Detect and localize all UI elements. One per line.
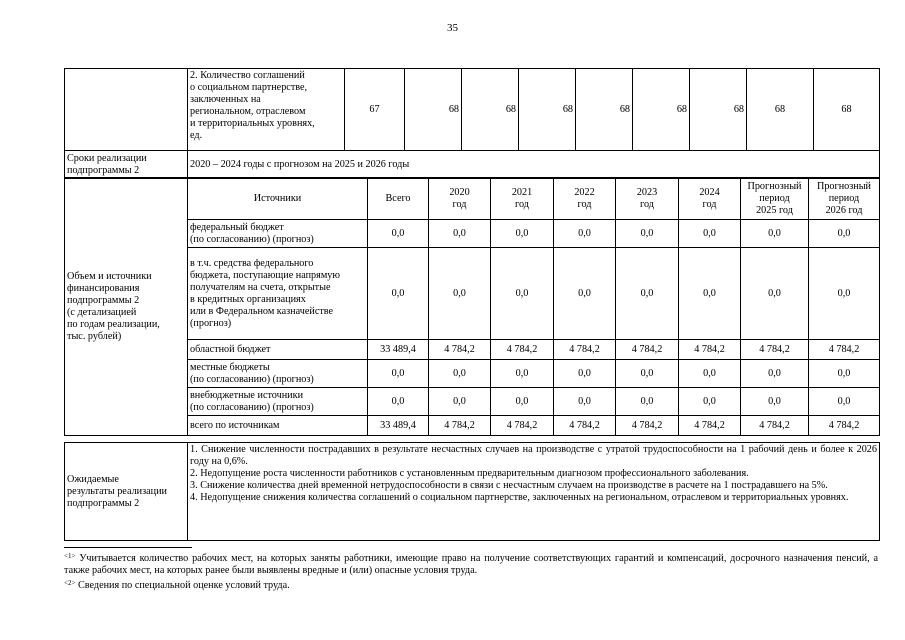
- funding-value: 0,0: [368, 248, 429, 340]
- funding-source: областной бюджет: [188, 340, 368, 360]
- footnote-separator: [64, 547, 192, 548]
- result-item: 3. Снижение количества дней временной нетрудоспособности в связи с несчастным случаем на производстве в расчете на 1 пострадавшего на 5%.: [190, 480, 828, 491]
- funding-value: 0,0: [809, 248, 880, 340]
- funding-value: 0,0: [616, 360, 679, 388]
- funding-row: [65, 388, 880, 416]
- funding-row: [65, 360, 880, 388]
- agreements-row: [65, 69, 880, 151]
- footnote-marker: <2>: [64, 579, 76, 587]
- agreements-indicator-label: 2. Количество соглашений о социальном партнерстве, заключенных на региональном, отраслевом и территориальных уровнях, ед.: [188, 69, 345, 151]
- funding-source: в т.ч. средства федерального бюджета, поступающие напрямую получателям на счета, открытые в кредитных организациях или в Федеральном казначействе (прогноз): [188, 248, 368, 340]
- footnote-marker: <1>: [64, 552, 76, 560]
- funding-row: [65, 220, 880, 248]
- funding-value: 4 784,2: [554, 340, 616, 360]
- funding-value: 0,0: [741, 360, 809, 388]
- funding-value: 0,0: [368, 360, 429, 388]
- funding-value: 0,0: [554, 388, 616, 416]
- funding-value: 0,0: [429, 360, 491, 388]
- funding-total-row: [65, 416, 880, 436]
- funding-label: Объем и источники финансирования подпрограммы 2 (с детализацией по годам реализации, тыс. рублей): [65, 178, 188, 436]
- agreements-value: 68: [747, 69, 814, 151]
- funding-header: 2024 год: [679, 178, 741, 220]
- funding-value: 0,0: [809, 388, 880, 416]
- funding-header: 2021 год: [491, 178, 554, 220]
- footnote-1: [64, 550, 878, 577]
- funding-header: Всего: [368, 178, 429, 220]
- funding-header: Источники: [188, 178, 368, 220]
- funding-value: 0,0: [616, 220, 679, 248]
- funding-value: 0,0: [679, 248, 741, 340]
- funding-value: 0,0: [429, 220, 491, 248]
- agreements-value: 68: [519, 69, 576, 151]
- funding-value: 4 784,2: [741, 416, 809, 436]
- funding-value: 0,0: [741, 248, 809, 340]
- page-number: 35: [447, 22, 458, 34]
- funding-value: 0,0: [679, 220, 741, 248]
- results-label: Ожидаемые результаты реализации подпрограммы 2: [65, 443, 188, 541]
- funding-value: 4 784,2: [809, 416, 880, 436]
- funding-value: 4 784,2: [616, 416, 679, 436]
- funding-value: 4 784,2: [429, 416, 491, 436]
- agreements-value: 68: [690, 69, 747, 151]
- funding-value: 0,0: [429, 388, 491, 416]
- funding-header-row: [65, 178, 880, 220]
- funding-value: 4 784,2: [741, 340, 809, 360]
- funding-source: федеральный бюджет (по согласованию) (прогноз): [188, 220, 368, 248]
- funding-header: 2020 год: [429, 178, 491, 220]
- funding-value: 33 489,4: [368, 340, 429, 360]
- funding-header: 2023 год: [616, 178, 679, 220]
- funding-value: 0,0: [429, 248, 491, 340]
- agreements-value: 67: [345, 69, 405, 151]
- funding-header: Прогнозный период 2025 год: [741, 178, 809, 220]
- funding-value: 0,0: [741, 220, 809, 248]
- funding-value: 0,0: [491, 248, 554, 340]
- funding-value: 4 784,2: [491, 340, 554, 360]
- funding-value: 0,0: [741, 388, 809, 416]
- funding-value: 0,0: [679, 388, 741, 416]
- funding-row: [65, 340, 880, 360]
- funding-value: 0,0: [554, 248, 616, 340]
- funding-value: 33 489,4: [368, 416, 429, 436]
- funding-value: 0,0: [809, 360, 880, 388]
- funding-value: 4 784,2: [429, 340, 491, 360]
- agreements-value: 68: [576, 69, 633, 151]
- agreements-value: 68: [462, 69, 519, 151]
- agreements-empty-cell: [65, 69, 188, 151]
- funding-value: 4 784,2: [491, 416, 554, 436]
- funding-source: внебюджетные источники (по согласованию) (прогноз): [188, 388, 368, 416]
- funding-source: всего по источникам: [188, 416, 368, 436]
- deadline-label: Сроки реализации подпрограммы 2: [65, 151, 188, 179]
- footnotes: [64, 550, 878, 592]
- funding-value: 4 784,2: [554, 416, 616, 436]
- footnote-text: Сведения по специальной оценке условий труда.: [77, 580, 290, 591]
- funding-value: 0,0: [554, 360, 616, 388]
- agreements-value: 68: [633, 69, 690, 151]
- funding-header: 2022 год: [554, 178, 616, 220]
- funding-value: 0,0: [616, 388, 679, 416]
- agreements-value: 68: [814, 69, 880, 151]
- deadline-value: 2020 – 2024 годы с прогнозом на 2025 и 2026 годы: [188, 151, 880, 179]
- results-table: [64, 442, 880, 541]
- results-row: [65, 443, 880, 541]
- funding-header: Прогнозный период 2026 год: [809, 178, 880, 220]
- result-item: 1. Снижение численности пострадавших в результате несчастных случаев на производстве с утратой трудоспособности на 1 рабочий день и более к 2026 году на 0,6%.: [190, 444, 877, 467]
- funding-source: местные бюджеты (по согласованию) (прогноз): [188, 360, 368, 388]
- funding-value: 4 784,2: [679, 416, 741, 436]
- footnote-text: Учитывается количество рабочих мест, на которых заняты работники, имеющие право на получение соответствующих гарантий и компенсаций, досрочного назначения пенсий, а также рабочих мест, на которых ранее были выявлены вредные и (или) опасные условия труда.: [64, 553, 878, 576]
- funding-value: 0,0: [491, 220, 554, 248]
- passport-table-top: [64, 68, 880, 179]
- funding-value: 0,0: [554, 220, 616, 248]
- funding-table: [64, 177, 880, 436]
- results-list: [188, 443, 880, 541]
- footnote-2: [64, 577, 878, 592]
- funding-value: 0,0: [491, 360, 554, 388]
- funding-value: 0,0: [368, 220, 429, 248]
- funding-value: 0,0: [809, 220, 880, 248]
- funding-value: 0,0: [616, 248, 679, 340]
- funding-value: 0,0: [679, 360, 741, 388]
- funding-value: 0,0: [368, 388, 429, 416]
- result-item: 2. Недопущение роста численности работников с установленным предварительным диагнозом профессионального заболевания.: [190, 468, 749, 479]
- funding-value: 4 784,2: [679, 340, 741, 360]
- agreements-value: 68: [405, 69, 462, 151]
- funding-value: 4 784,2: [809, 340, 880, 360]
- result-item: 4. Недопущение снижения количества соглашений о социальном партнерстве, заключенных на региональном, отраслевом и территориальных уровнях.: [190, 492, 849, 503]
- funding-value: 4 784,2: [616, 340, 679, 360]
- funding-row: [65, 248, 880, 340]
- deadline-row: [65, 151, 880, 179]
- funding-value: 0,0: [491, 388, 554, 416]
